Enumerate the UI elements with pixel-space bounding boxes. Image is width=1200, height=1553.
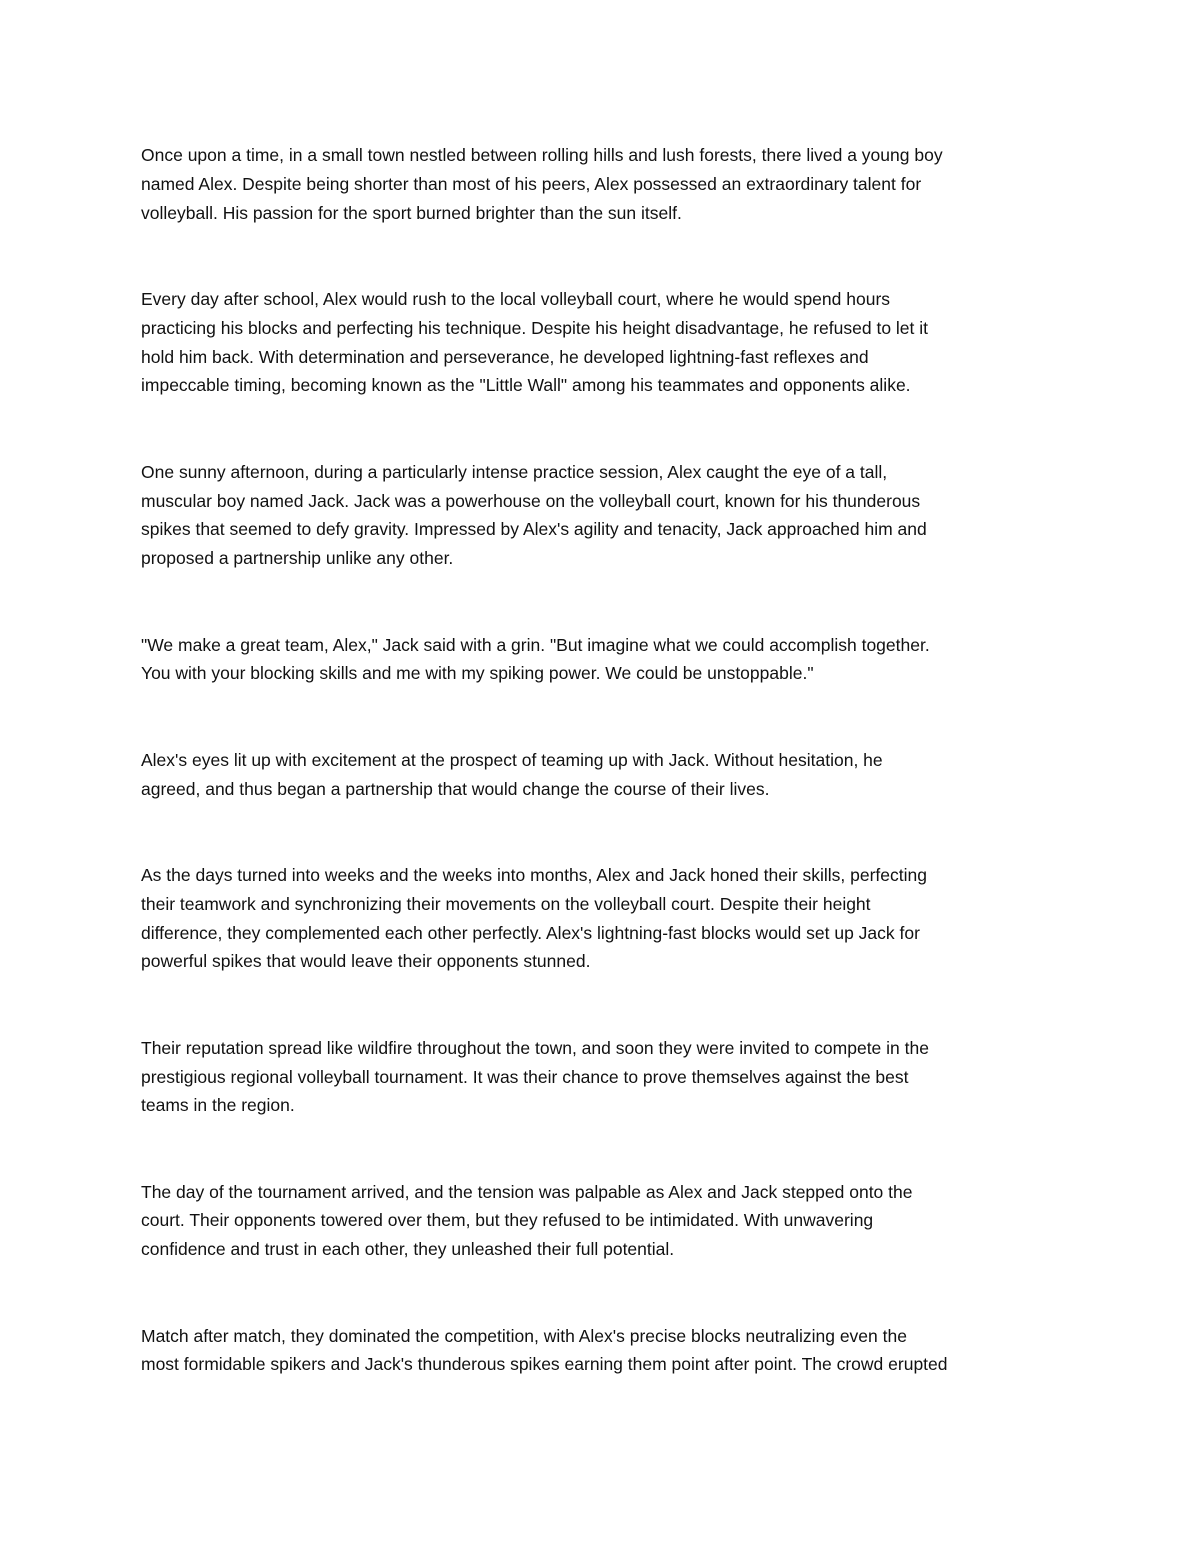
text-line: Every day after school, Alex would rush to the local volleyball court, where he would spend hours — [141, 288, 891, 309]
paragraph — [141, 746, 1061, 804]
paragraph — [141, 631, 1061, 689]
paragraph-spacer — [141, 976, 1061, 1034]
text-line: difference, they complemented each other perfectly. Alex's lightning-fast blocks would set up Jack for — [141, 922, 920, 943]
text-line: spikes that seemed to defy gravity. Impressed by Alex's agility and tenacity, Jack approached him and — [141, 519, 927, 540]
paragraph — [141, 861, 1061, 976]
document-body — [141, 141, 1061, 1379]
text-line: The day of the tournament arrived, and the tension was palpable as Alex and Jack stepped onto the — [141, 1181, 913, 1202]
paragraph — [141, 1322, 1061, 1380]
text-line: teams in the region. — [141, 1095, 295, 1116]
text-line: agreed, and thus began a partnership that would change the course of their lives. — [141, 778, 770, 799]
text-line: most formidable spikers and Jack's thunderous spikes earning them point after point. The crowd erupted — [141, 1354, 948, 1375]
text-line: Match after match, they dominated the competition, with Alex's precise blocks neutralizing even the — [141, 1325, 907, 1346]
paragraph — [141, 141, 1061, 227]
text-line: powerful spikes that would leave their opponents stunned. — [141, 951, 591, 972]
text-line: proposed a partnership unlike any other. — [141, 548, 454, 569]
paragraph-spacer — [141, 688, 1061, 746]
paragraph — [141, 1034, 1061, 1120]
text-line: prestigious regional volleyball tournament. It was their chance to prove themselves against the best — [141, 1066, 909, 1087]
text-line: volleyball. His passion for the sport burned brighter than the sun itself. — [141, 202, 682, 223]
text-line: hold him back. With determination and perseverance, he developed lightning-fast reflexes and — [141, 346, 869, 367]
paragraph-spacer — [141, 227, 1061, 285]
paragraph-spacer — [141, 1264, 1061, 1322]
paragraph-spacer — [141, 803, 1061, 861]
text-line: Alex's eyes lit up with excitement at the prospect of teaming up with Jack. Without hesitation, he — [141, 749, 883, 770]
text-line: As the days turned into weeks and the weeks into months, Alex and Jack honed their skills, perfecting — [141, 864, 927, 885]
text-line: named Alex. Despite being shorter than most of his peers, Alex possessed an extraordinary talent for — [141, 173, 922, 194]
paragraph-spacer — [141, 400, 1061, 458]
paragraph — [141, 285, 1061, 400]
text-line: "We make a great team, Alex," Jack said with a grin. "But imagine what we could accomplish together. — [141, 634, 930, 655]
text-line: impeccable timing, becoming known as the "Little Wall" among his teammates and opponents alike. — [141, 375, 911, 396]
paragraph — [141, 1178, 1061, 1264]
text-line: One sunny afternoon, during a particularly intense practice session, Alex caught the eye of a tall, — [141, 461, 888, 482]
text-line: muscular boy named Jack. Jack was a powerhouse on the volleyball court, known for his thunderous — [141, 490, 921, 511]
text-line: You with your blocking skills and me with my spiking power. We could be unstoppable." — [141, 663, 814, 684]
text-line: confidence and trust in each other, they unleashed their full potential. — [141, 1239, 675, 1260]
text-line: Once upon a time, in a small town nestled between rolling hills and lush forests, there lived a young boy — [141, 145, 943, 165]
text-line: practicing his blocks and perfecting his technique. Despite his height disadvantage, he refused to let it — [141, 317, 929, 338]
paragraph-spacer — [141, 1120, 1061, 1178]
text-line: their teamwork and synchronizing their movements on the volleyball court. Despite their height — [141, 893, 871, 914]
text-line: court. Their opponents towered over them, but they refused to be intimidated. With unwavering — [141, 1210, 874, 1231]
text-line: Their reputation spread like wildfire throughout the town, and soon they were invited to compete in the — [141, 1037, 929, 1058]
paragraph-spacer — [141, 573, 1061, 631]
paragraph — [141, 458, 1061, 573]
